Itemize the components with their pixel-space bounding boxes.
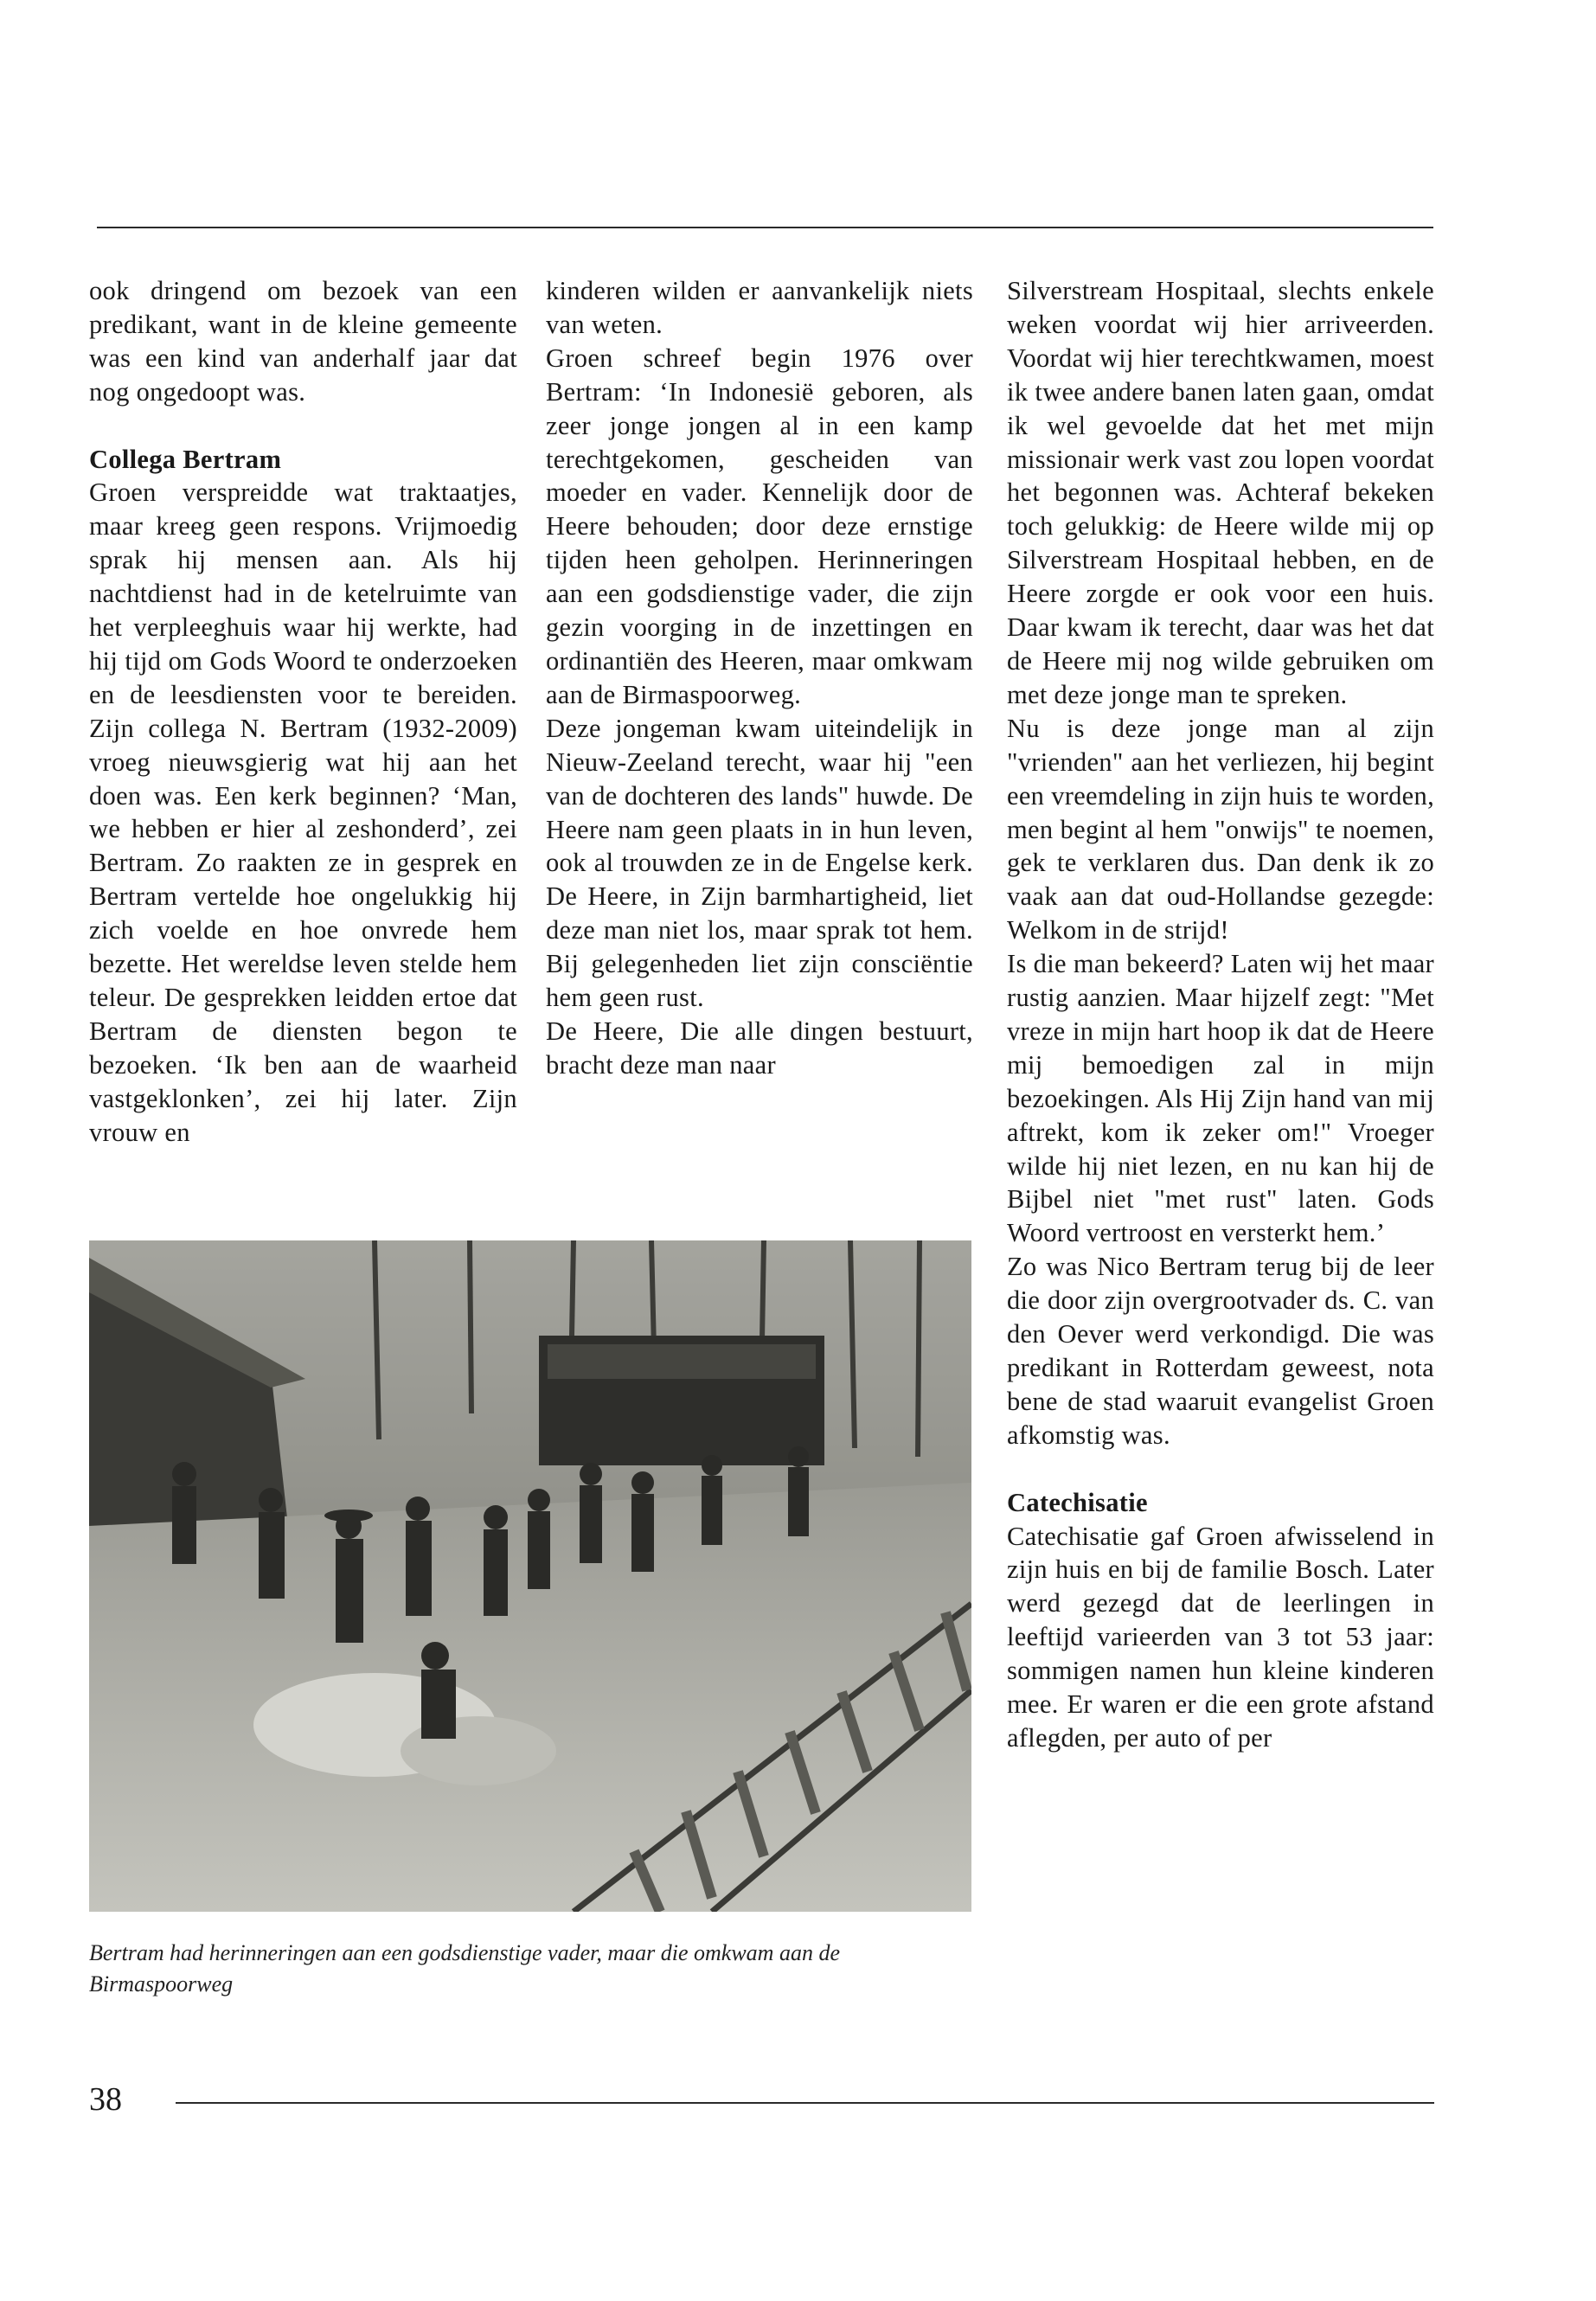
paragraph: kinderen wilden er aanvankelijk niets van weten. [546, 276, 973, 339]
paragraph: Groen verspreidde wat traktaatjes, maar kreeg geen respons. Vrijmoedig sprak hij mensen aan. Als hij nachtdienst had in de ketelruimte van het verpleeghuis waar hij werkte, had hij tijd om Gods Woord te onderzoeken en de leesdiensten voor te bereiden. Zijn collega N. Bertram (1932-2009) vroeg nieuwsgierig wat hij aan het doen was. Een kerk beginnen? ‘Man, we hebben er hier al zeshonderd’, zei Bertram. Zo raakten ze in gesprek en Bertram vertelde hoe ongelukkig hij zich voelde en hoe onvrede hem bezette. Het wereldse leven stelde hem teleur. De gesprekken leidden ertoe dat Bertram de diensten begon te bezoeken. ‘Ik ben aan de waarheid vastgeklonken’, zei hij later. Zijn vrouw en [89, 478, 517, 1147]
page-number: 38 [89, 2081, 122, 2118]
paragraph: Deze jongeman kwam uiteindelijk in Nieuw-Zeeland terecht, waar hij "een van de dochteren des lands" huwde. De Heere nam geen plaats in in hun leven, ook al trouwden ze in de Engelse kerk. De Heere, in Zijn barmhartigheid, liet deze man niet los, maar sprak tot hem. Bij gelegenheden liet zijn consciëntie hem geen rust. [546, 713, 973, 1013]
paragraph: Groen schreef begin 1976 over Bertram: ‘In Indonesië geboren, als zeer jonge jongen al in een kamp terechtgekomen, gescheiden van moeder en vader. Kennelijk door de Heere behouden; door deze ernstige tijden heen geholpen. Herinneringen aan een godsdienstige vader, die zijn gezin voorging in de inzettingen en ordinantiën des Heeren, maar omkwam aan de Birmaspoorweg. [546, 343, 973, 709]
top-rule [97, 227, 1433, 228]
column-2 [546, 274, 973, 1082]
section-heading: Catechisatie [1007, 1487, 1148, 1517]
railway-photo-image [89, 1240, 971, 1912]
paragraph: Nu is deze jonge man al zijn "vrienden" aan het verliezen, hij begint een vreemdeling in zijn huis te worden, men begint al hem "onwijs" te noemen, gek te verklaren dus. Dan denk ik zo vaak aan dat oud-Hollandse gezegde: Welkom in de strijd! [1007, 713, 1434, 945]
railway-photo [89, 1240, 971, 1912]
section-heading: Collega Bertram [89, 444, 282, 474]
paragraph: Is die man bekeerd? Laten wij het maar rustig aanzien. Maar hijzelf zegt: "Met vreze in mijn hart hoop ik dat de Heere mij bemoedigen zal in mijn bezoekingen. Als Hij Zijn hand van mij aftrekt, kom ik zeker om!" Vroeger wilde hij niet lezen, en nu kan hij de Bijbel niet "met rust" laten. Gods Woord vertroost en versterkt hem.’ [1007, 949, 1434, 1248]
paragraph: ook dringend om bezoek van een predikant, want in de kleine gemeente was een kind van anderhalf jaar dat nog ongedoopt was. [89, 276, 517, 407]
bottom-rule [176, 2102, 1434, 2104]
column-1 [89, 274, 517, 1150]
paragraph: Catechisatie gaf Groen afwisselend in zijn huis en bij de familie Bosch. Later werd gezegd dat de leerlingen in leeftijd varieerden van 3 tot 53 jaar: sommigen namen hun kleine kinderen mee. Er waren er die een grote afstand aflegden, per auto of per [1007, 1521, 1434, 1753]
photo-caption: Bertram had herinneringen aan een godsdienstige vader, maar die omkwam aan de Birmaspoorweg [89, 1940, 840, 1997]
paragraph: Zo was Nico Bertram terug bij de leer die door zijn overgrootvader ds. C. van den Oever werd verkondigd. Die was predikant in Rotterdam geweest, nota bene de stad waaruit evangelist Groen afkomstig was. [1007, 1252, 1434, 1450]
column-3 [1007, 274, 1434, 1755]
paragraph: Silverstream Hospitaal, slechts enkele weken voordat wij hier arriveerden. Voordat wij hier terechtkwamen, moest ik twee andere banen laten gaan, omdat ik wel gevoelde dat het met mijn missionair werk vast zou lopen voordat het begonnen was. Achteraf bekeken toch gelukkig: de Heere wilde mij op Silverstream Hospitaal hebben, en de Heere zorgde er ook voor een huis. Daar kwam ik terecht, daar was het dat de Heere mij nog wilde gebruiken om met deze jonge man te spreken. [1007, 276, 1434, 709]
paragraph: De Heere, Die alle dingen bestuurt, bracht deze man naar [546, 1016, 973, 1080]
